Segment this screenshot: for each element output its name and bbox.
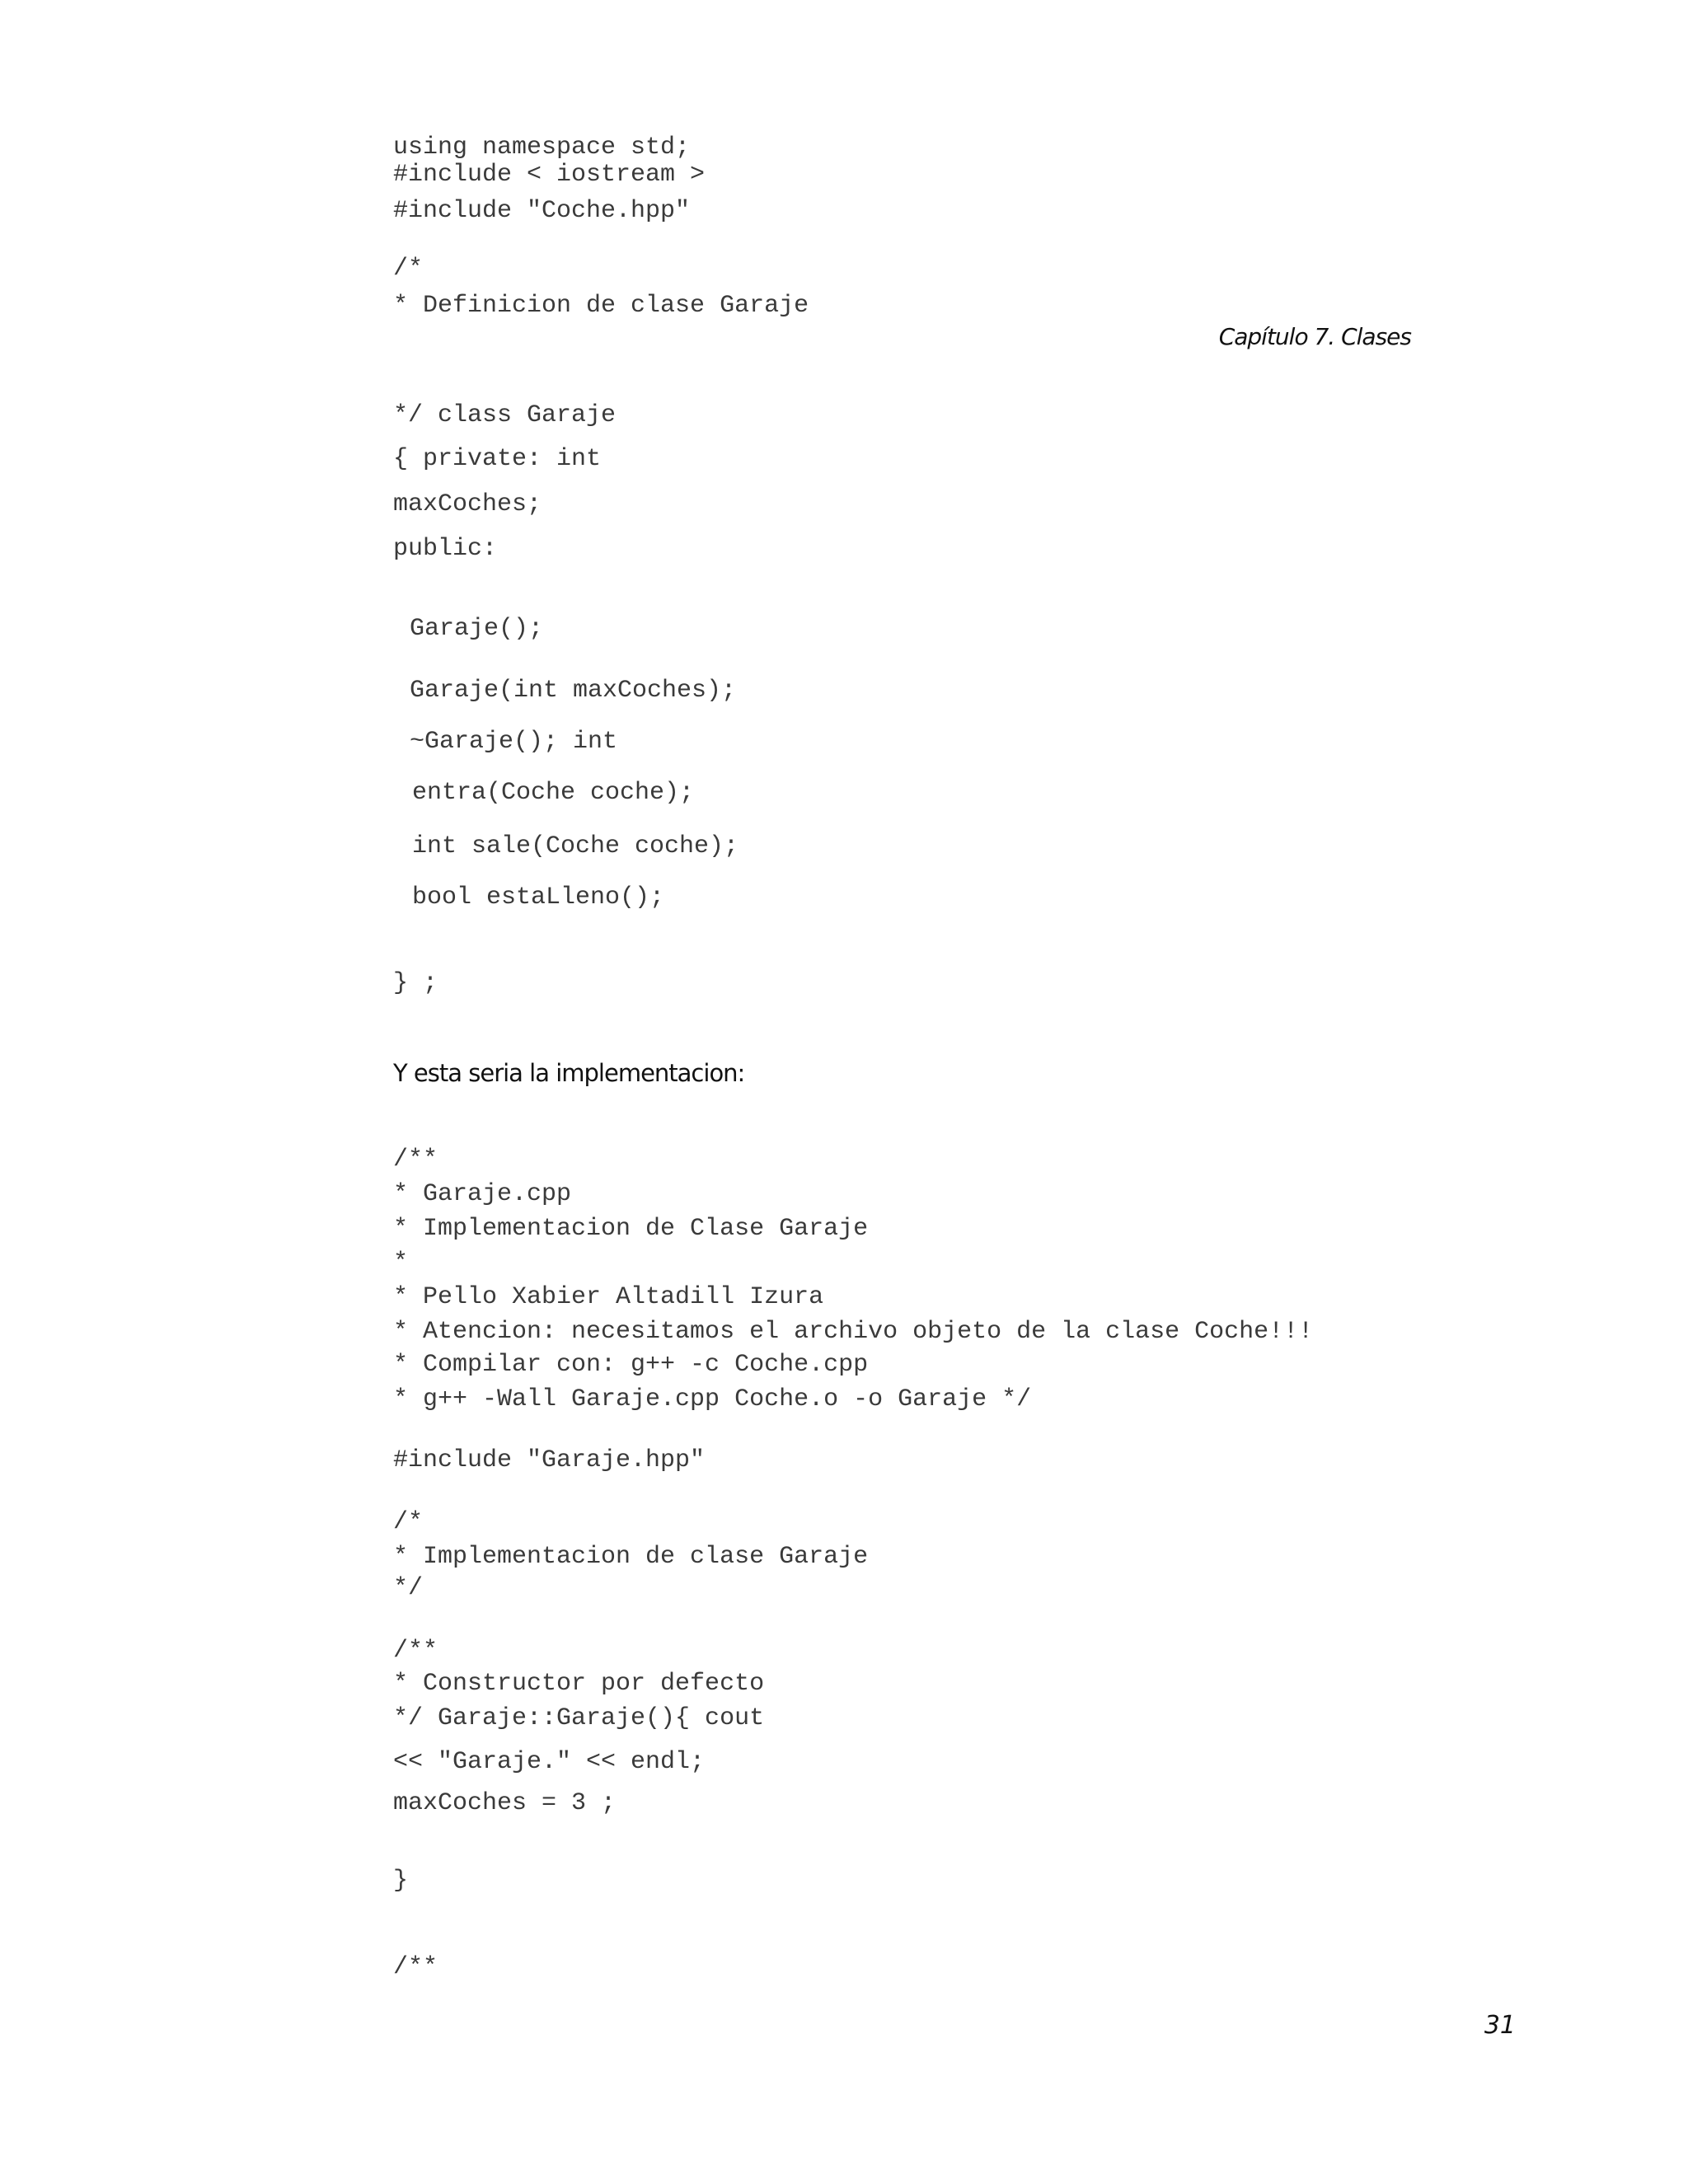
- code-line: * Atencion: necesitamos el archivo objeto de la clase Coche!!!: [393, 1318, 1314, 1346]
- code-line: /**: [393, 1146, 438, 1174]
- code-line: * Implementacion de clase Garaje: [393, 1543, 869, 1571]
- code-line: /*: [393, 1508, 424, 1536]
- code-line: public:: [393, 535, 498, 563]
- code-line: entra(Coche coche);: [412, 779, 695, 807]
- code-line: maxCoches;: [393, 490, 542, 518]
- code-line: bool estaLleno();: [412, 883, 665, 912]
- code-line: * Implementacion de Clase Garaje: [393, 1215, 869, 1243]
- code-line: */ Garaje::Garaje(){ cout: [393, 1704, 765, 1732]
- code-line: { private: int: [393, 445, 602, 473]
- code-line: /**: [393, 1953, 438, 1981]
- code-line: /**: [393, 1637, 438, 1665]
- code-line: */ class Garaje: [393, 401, 617, 429]
- code-line: * Garaje.cpp: [393, 1180, 572, 1208]
- code-line: * g++ -Wall Garaje.cpp Coche.o -o Garaje */: [393, 1385, 1032, 1413]
- code-line: *: [393, 1249, 409, 1277]
- code-line: Garaje();: [410, 615, 544, 643]
- code-line: } ;: [393, 969, 438, 997]
- code-line: * Compilar con: g++ -c Coche.cpp: [393, 1351, 869, 1379]
- code-line: #include "Garaje.hpp": [393, 1446, 706, 1474]
- code-line: /*: [393, 255, 424, 283]
- code-line: #include "Coche.hpp": [393, 197, 691, 225]
- code-line: using namespace std;: [393, 134, 691, 162]
- code-line: * Definicion de clase Garaje: [393, 292, 809, 320]
- body-paragraph: Y esta seria la implementacion:: [393, 1059, 745, 1087]
- code-line: << "Garaje." << endl;: [393, 1748, 706, 1776]
- code-line: int sale(Coche coche);: [412, 832, 739, 860]
- code-line: #include < iostream >: [393, 161, 706, 189]
- code-line: Garaje(int maxCoches);: [410, 677, 737, 705]
- code-line: * Constructor por defecto: [393, 1670, 765, 1698]
- chapter-header: Capítulo 7. Clases: [1218, 323, 1411, 350]
- code-line: * Pello Xabier Altadill Izura: [393, 1283, 824, 1311]
- code-line: maxCoches = 3 ;: [393, 1789, 617, 1817]
- code-line: }: [393, 1867, 409, 1895]
- page-number: 31: [1484, 2011, 1516, 2040]
- code-line: */: [393, 1574, 424, 1602]
- code-line: ~Garaje(); int: [410, 728, 618, 756]
